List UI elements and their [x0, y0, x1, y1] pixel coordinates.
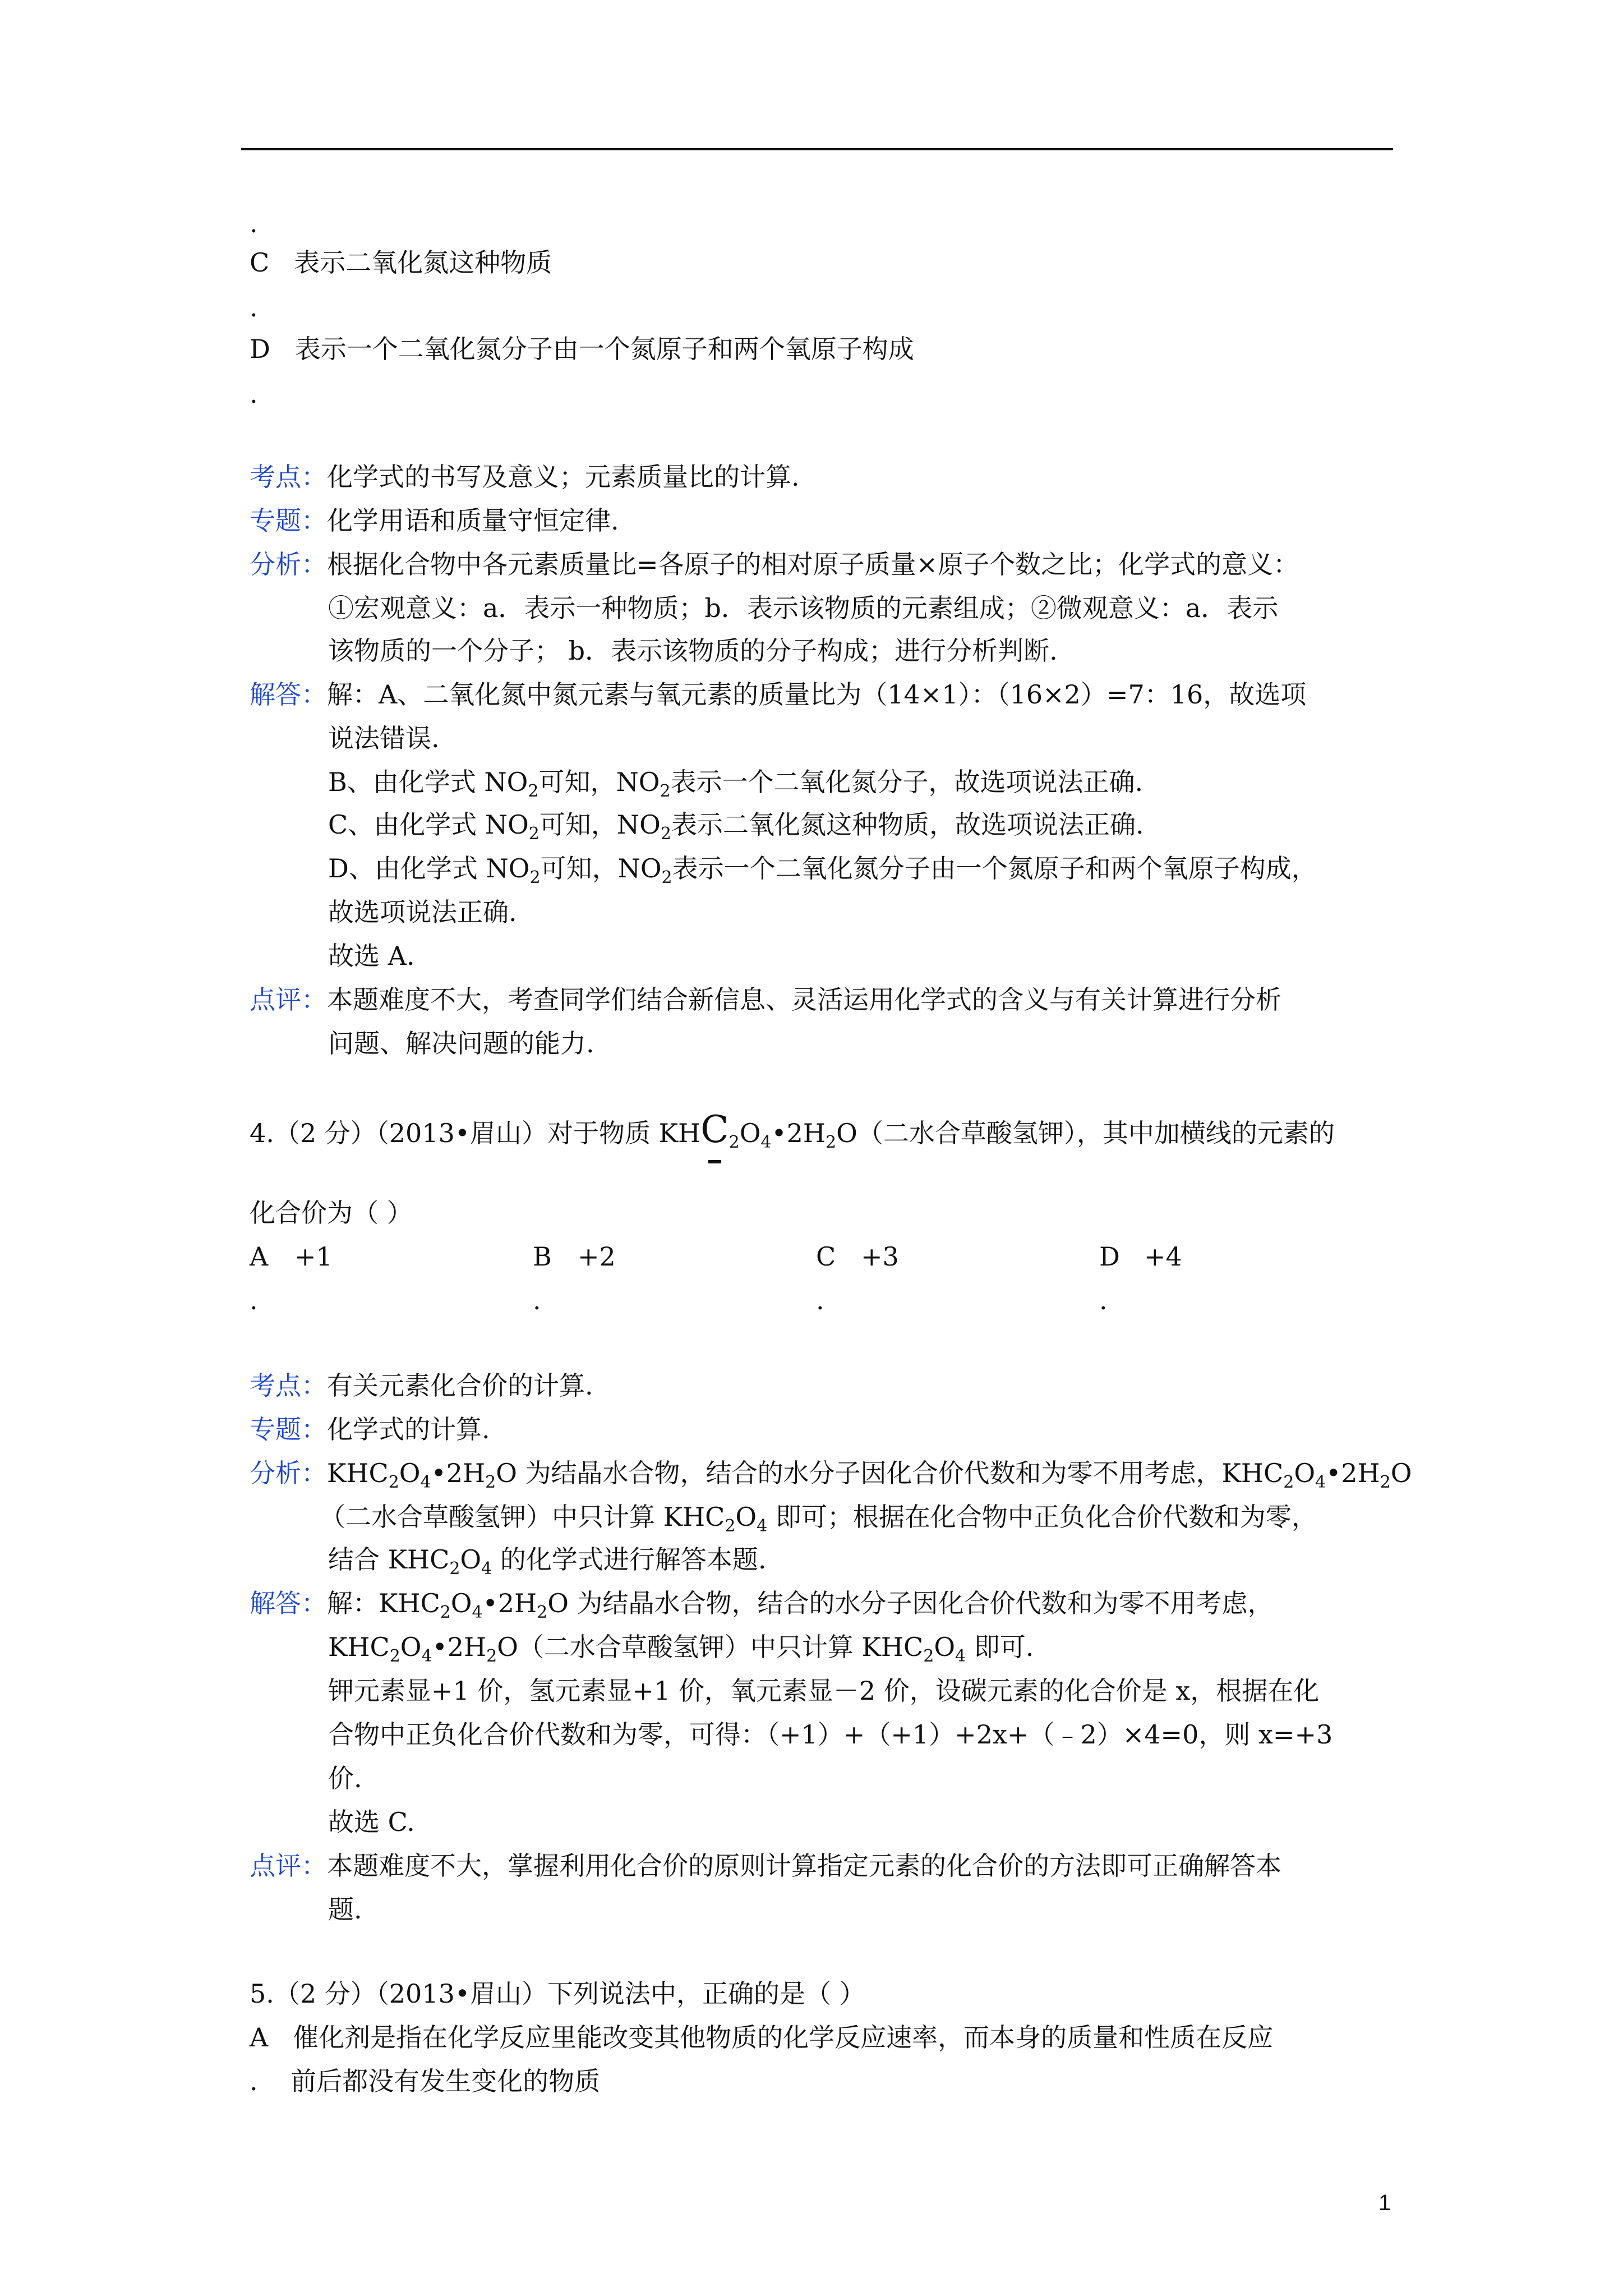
q3-fenxi-3: 该物质的一个分子； b．表示该物质的分子构成；进行分析判断.	[328, 636, 1058, 666]
q4-stem-2: 化合价为（ ）	[250, 1198, 413, 1228]
option-b-dot: .	[250, 208, 258, 238]
q5-option-a: A 催化剂是指在化学反应里能改变其他物质的化学反应速率，而本身的质量和性质在反应	[250, 2022, 1274, 2053]
q4-jieda-2: $KHC_2O_4•2H_2O$（二水合草酸氢钾）中只计算 $KHC_2O_4$ 即可.	[328, 1632, 1034, 1666]
q4-fenxi-2: （二水合草酸氢钾）中只计算 $KHC_2O_4$ 即可；根据在化合物中正负化合价代数和为零，	[320, 1502, 1317, 1536]
q4-option-c-dot: .	[816, 1285, 824, 1315]
option-c: C 表示二氧化氮这种物质	[250, 247, 552, 278]
q4-jieda-5: 价.	[328, 1763, 362, 1793]
q4-dianping-2: 题.	[328, 1894, 362, 1925]
q5-option-a-2: . 前后都没有发生变化的物质	[250, 2066, 601, 2096]
q3-kaodian: 考点：化学式的书写及意义；元素质量比的计算.	[250, 462, 800, 492]
q3-jieda-2: 说法错误.	[328, 723, 440, 753]
q3-fenxi-2: ①宏观意义：a．表示一种物质；b．表示该物质的元素组成；②微观意义：a．表示	[328, 593, 1279, 623]
q3-fenxi: 分析：根据化合物中各元素质量比=各原子的相对原子质量×原子个数之比；化学式的意义：	[250, 549, 1299, 579]
q4-option-b-dot: .	[533, 1285, 541, 1315]
option-d: D 表示一个二氧化氮分子由一个氮原子和两个氧原子构成	[250, 334, 914, 364]
q4-option-d: D +4	[1099, 1241, 1182, 1272]
q4-option-c: C +3	[816, 1241, 899, 1272]
option-d-dot: .	[250, 379, 258, 409]
q3-jieda-c: C、由化学式 $NO_2$可知，$NO_2$表示二氧化氮这种物质，故选项说法正确.	[328, 809, 1144, 844]
q3-dianping-2: 问题、解决问题的能力.	[328, 1028, 594, 1059]
option-c-dot: .	[250, 292, 258, 323]
q3-jieda-d: D、由化学式 $NO_2$可知，$NO_2$表示一个二氧化氮分子由一个氮原子和两个氧原子构成，	[328, 853, 1317, 887]
q4-jieda: 解答：解：$KHC_2O_4•2H_2O$ 为结晶水合物，结合的水分子因化合价代数和为零不用考虑，	[250, 1588, 1274, 1622]
q4-dianping: 点评：本题难度不大，掌握利用化合价的原则计算指定元素的化合价的方法即可正确解答本	[250, 1851, 1281, 1881]
q3-zhuanti: 专题：化学用语和质量守恒定律.	[250, 505, 619, 536]
header-rule	[241, 148, 1393, 150]
q3-jieda-d-2: 故选项说法正确.	[328, 897, 517, 927]
q5-stem: 5.（2 分）（2013•眉山）下列说法中，正确的是（ ）	[250, 1978, 865, 2009]
underlined-carbon: C	[700, 1108, 729, 1151]
q4-stem: 4.（2 分）（2013•眉山）对于物质 $KHC_2O_4•2H_2O$（二水合草酸氢钾），其中加横线的元素的	[250, 1108, 1335, 1152]
q4-fenxi-3: 结合 $KHC_2O_4$ 的化学式进行解答本题.	[328, 1544, 767, 1579]
page-number: 1	[1378, 2191, 1391, 2215]
q4-kaodian: 考点：有关元素化合价的计算.	[250, 1370, 593, 1401]
q4-option-d-dot: .	[1099, 1285, 1108, 1315]
q4-jieda-end: 故选 C.	[328, 1807, 415, 1837]
q4-fenxi: 分析：$KHC_2O_4•2H_2O$ 为结晶水合物，结合的水分子因化合价代数和为零不用考虑，$KHC_2O_4•2H_2O$	[250, 1458, 1412, 1492]
q4-option-a-dot: .	[250, 1285, 258, 1315]
q4-option-a: A +1	[250, 1241, 333, 1272]
q3-jieda: 解答：解：A、二氧化氮中氮元素与氧元素的质量比为（14×1）：（16×2）=7：16，故选项	[250, 679, 1307, 710]
q4-jieda-3: 钾元素显+1 价，氢元素显+1 价，氧元素显－2 价，设碳元素的化合价是 x，根据在化	[328, 1676, 1320, 1706]
q3-jieda-b: B、由化学式 $NO_2$可知，$NO_2$表示一个二氧化氮分子，故选项说法正确.	[328, 767, 1144, 801]
q3-dianping: 点评：本题难度不大，考查同学们结合新信息、灵活运用化学式的含义与有关计算进行分析	[250, 984, 1281, 1015]
q4-option-b: B +2	[533, 1241, 616, 1272]
q3-jieda-end: 故选 A.	[328, 941, 415, 971]
q4-zhuanti: 专题：化学式的计算.	[250, 1414, 490, 1444]
q4-jieda-4: 合物中正负化合价代数和为零，可得：（+1）+（+1）+2x+（﹣2）×4=0，则 x=+3	[328, 1719, 1333, 1750]
